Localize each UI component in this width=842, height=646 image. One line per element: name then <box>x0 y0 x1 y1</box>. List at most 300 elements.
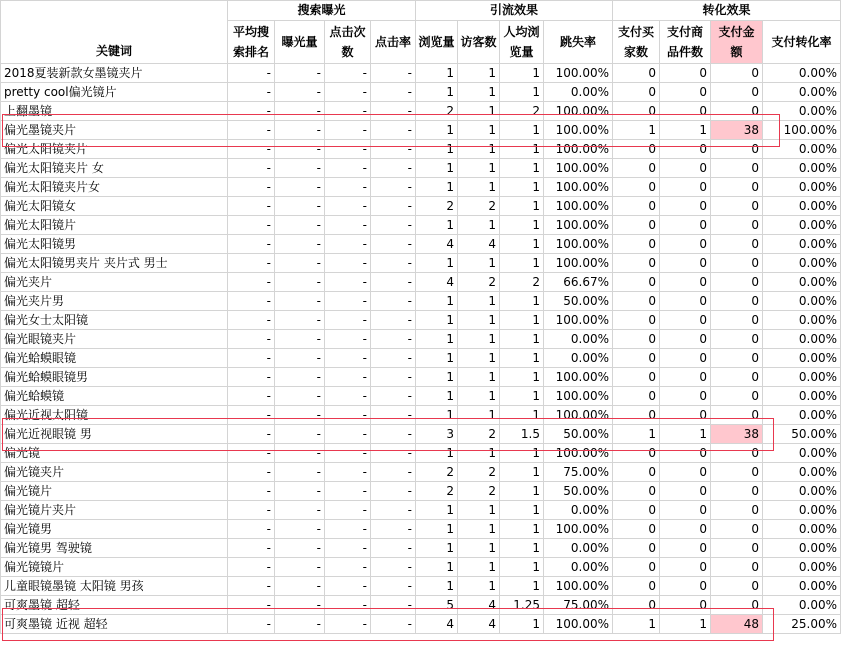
table-cell[interactable]: - <box>325 140 371 159</box>
table-cell[interactable]: 0 <box>660 83 711 102</box>
table-cell[interactable]: 2 <box>458 482 500 501</box>
table-cell[interactable]: 100.00% <box>544 102 613 121</box>
table-cell[interactable]: - <box>371 539 416 558</box>
table-cell[interactable]: 0 <box>660 577 711 596</box>
table-cell[interactable]: 1 <box>416 292 458 311</box>
table-cell[interactable]: 1 <box>458 501 500 520</box>
table-cell[interactable]: - <box>325 501 371 520</box>
table-cell[interactable]: 0 <box>711 197 763 216</box>
table-cell[interactable]: 0.00% <box>763 64 841 83</box>
table-cell[interactable]: - <box>275 159 325 178</box>
table-cell[interactable]: - <box>275 368 325 387</box>
keyword-cell[interactable]: 偏光镜 <box>1 444 228 463</box>
table-cell[interactable]: 100.00% <box>544 178 613 197</box>
table-cell[interactable]: 100.00% <box>544 406 613 425</box>
column-header[interactable]: 点击次数 <box>325 21 371 64</box>
table-cell[interactable]: 0 <box>613 178 660 197</box>
table-cell[interactable]: 0.00% <box>544 539 613 558</box>
table-cell[interactable]: 0 <box>660 292 711 311</box>
table-cell[interactable]: 1 <box>458 387 500 406</box>
table-cell[interactable]: 0 <box>711 501 763 520</box>
table-cell[interactable]: - <box>228 425 275 444</box>
table-cell[interactable]: - <box>371 197 416 216</box>
table-cell[interactable]: 1 <box>416 311 458 330</box>
table-cell[interactable]: - <box>371 520 416 539</box>
table-cell[interactable]: 1 <box>416 520 458 539</box>
table-cell[interactable]: 1 <box>458 558 500 577</box>
table-cell[interactable]: 1 <box>458 349 500 368</box>
table-cell[interactable]: - <box>371 292 416 311</box>
table-cell[interactable]: - <box>275 463 325 482</box>
column-header[interactable]: 人均浏览量 <box>500 21 544 64</box>
keyword-cell[interactable]: 偏光镜片 <box>1 482 228 501</box>
table-cell[interactable]: 0 <box>711 330 763 349</box>
keyword-cell[interactable]: 偏光夹片男 <box>1 292 228 311</box>
table-cell[interactable]: - <box>325 596 371 615</box>
column-header[interactable]: 平均搜索排名 <box>228 21 275 64</box>
table-cell[interactable]: - <box>228 121 275 140</box>
keyword-cell[interactable]: 偏光太阳镜女 <box>1 197 228 216</box>
table-cell[interactable]: 0.00% <box>763 349 841 368</box>
table-cell[interactable]: - <box>371 444 416 463</box>
table-cell[interactable]: 0 <box>613 558 660 577</box>
table-cell[interactable]: 75.00% <box>544 596 613 615</box>
table-cell[interactable]: 0.00% <box>763 387 841 406</box>
table-cell[interactable]: 0.00% <box>763 235 841 254</box>
table-cell[interactable]: - <box>325 197 371 216</box>
table-cell[interactable]: 0 <box>711 64 763 83</box>
table-cell[interactable]: - <box>275 330 325 349</box>
table-cell[interactable]: - <box>371 387 416 406</box>
column-header-pay-amount[interactable]: 支付金额 <box>711 21 763 64</box>
table-cell[interactable]: 1 <box>500 292 544 311</box>
table-cell[interactable]: 0.00% <box>763 463 841 482</box>
table-cell[interactable]: - <box>228 520 275 539</box>
table-cell[interactable]: - <box>325 577 371 596</box>
keyword-cell[interactable]: 偏光墨镜夹片 <box>1 121 228 140</box>
keyword-cell[interactable]: 可爽墨镜 超轻 <box>1 596 228 615</box>
table-cell[interactable]: 50.00% <box>763 425 841 444</box>
table-cell[interactable]: 1 <box>416 539 458 558</box>
table-cell[interactable]: 1 <box>416 216 458 235</box>
table-cell[interactable]: - <box>371 140 416 159</box>
table-cell[interactable]: 1 <box>500 615 544 634</box>
table-cell[interactable]: - <box>371 273 416 292</box>
table-cell[interactable]: 1 <box>416 121 458 140</box>
table-cell[interactable]: 0 <box>660 216 711 235</box>
table-cell[interactable]: 0.00% <box>544 501 613 520</box>
table-cell[interactable]: - <box>228 482 275 501</box>
table-cell[interactable]: 1 <box>458 216 500 235</box>
table-cell[interactable]: - <box>325 235 371 254</box>
table-cell[interactable]: 0 <box>711 216 763 235</box>
keyword-cell[interactable]: 偏光镜片夹片 <box>1 501 228 520</box>
table-cell[interactable]: 1 <box>458 64 500 83</box>
table-cell[interactable]: - <box>275 235 325 254</box>
table-cell[interactable]: - <box>228 273 275 292</box>
table-cell[interactable]: 1 <box>500 577 544 596</box>
table-cell[interactable]: 0 <box>613 254 660 273</box>
table-cell[interactable]: 0 <box>660 463 711 482</box>
table-cell[interactable]: 0.00% <box>763 577 841 596</box>
table-cell[interactable]: 100.00% <box>544 159 613 178</box>
pay-amount-highlight-cell[interactable]: 38 <box>711 121 763 140</box>
table-cell[interactable]: - <box>371 83 416 102</box>
table-cell[interactable]: 0 <box>660 254 711 273</box>
column-header[interactable]: 支付买家数 <box>613 21 660 64</box>
table-cell[interactable]: 1 <box>458 406 500 425</box>
table-cell[interactable]: 0 <box>711 102 763 121</box>
table-cell[interactable]: 0 <box>711 387 763 406</box>
table-cell[interactable]: 1 <box>458 254 500 273</box>
table-cell[interactable]: 0 <box>613 235 660 254</box>
table-cell[interactable]: - <box>275 425 325 444</box>
table-cell[interactable]: 0 <box>613 273 660 292</box>
table-cell[interactable]: - <box>371 330 416 349</box>
table-cell[interactable]: - <box>325 387 371 406</box>
table-cell[interactable]: - <box>371 254 416 273</box>
table-cell[interactable]: 1 <box>416 406 458 425</box>
table-cell[interactable]: 0 <box>613 539 660 558</box>
table-cell[interactable]: - <box>275 482 325 501</box>
table-cell[interactable]: - <box>325 539 371 558</box>
table-cell[interactable]: 0 <box>613 520 660 539</box>
table-cell[interactable]: - <box>371 406 416 425</box>
table-cell[interactable]: 100.00% <box>544 235 613 254</box>
table-cell[interactable]: - <box>371 159 416 178</box>
table-cell[interactable]: 1 <box>500 406 544 425</box>
table-cell[interactable]: 100.00% <box>544 387 613 406</box>
table-cell[interactable]: 0 <box>711 482 763 501</box>
table-cell[interactable]: 0 <box>613 387 660 406</box>
table-cell[interactable]: 1 <box>458 311 500 330</box>
table-cell[interactable]: 0 <box>613 482 660 501</box>
table-cell[interactable]: - <box>325 368 371 387</box>
table-cell[interactable]: 0 <box>613 64 660 83</box>
table-cell[interactable]: - <box>371 102 416 121</box>
table-cell[interactable]: 1 <box>500 539 544 558</box>
table-cell[interactable]: 0 <box>613 444 660 463</box>
table-cell[interactable]: 2 <box>458 197 500 216</box>
table-cell[interactable]: 0 <box>613 197 660 216</box>
table-cell[interactable]: 1.25 <box>500 596 544 615</box>
table-cell[interactable]: - <box>228 349 275 368</box>
table-cell[interactable]: - <box>325 463 371 482</box>
table-cell[interactable]: - <box>228 615 275 634</box>
table-cell[interactable]: 0 <box>660 482 711 501</box>
table-cell[interactable]: 1 <box>458 83 500 102</box>
keyword-cell[interactable]: 偏光镜夹片 <box>1 463 228 482</box>
table-cell[interactable]: - <box>325 102 371 121</box>
table-cell[interactable]: - <box>275 140 325 159</box>
keyword-cell[interactable]: 偏光太阳镜男夹片 夹片式 男士 <box>1 254 228 273</box>
table-cell[interactable]: 100.00% <box>544 615 613 634</box>
table-cell[interactable]: - <box>275 216 325 235</box>
table-cell[interactable]: 0 <box>711 577 763 596</box>
table-cell[interactable]: - <box>228 501 275 520</box>
table-cell[interactable]: - <box>275 121 325 140</box>
table-cell[interactable]: 0.00% <box>763 501 841 520</box>
group-header-traffic[interactable]: 引流效果 <box>416 1 613 21</box>
table-cell[interactable]: - <box>228 197 275 216</box>
table-cell[interactable]: 1 <box>458 159 500 178</box>
keyword-cell[interactable]: 偏光蛤蟆眼镜 <box>1 349 228 368</box>
keyword-cell[interactable]: 偏光蛤蟆眼镜男 <box>1 368 228 387</box>
table-cell[interactable]: 1 <box>500 368 544 387</box>
table-cell[interactable]: 0 <box>660 159 711 178</box>
group-header-search-exposure[interactable]: 搜索曝光 <box>228 1 416 21</box>
table-cell[interactable]: 0 <box>613 102 660 121</box>
table-cell[interactable]: - <box>325 444 371 463</box>
table-cell[interactable]: - <box>275 273 325 292</box>
table-cell[interactable]: - <box>371 349 416 368</box>
table-cell[interactable]: 1 <box>660 121 711 140</box>
table-cell[interactable]: 0.00% <box>763 292 841 311</box>
column-header[interactable]: 访客数 <box>458 21 500 64</box>
table-cell[interactable]: 100.00% <box>544 254 613 273</box>
table-cell[interactable]: 1 <box>500 178 544 197</box>
keyword-cell[interactable]: pretty cool偏光镜片 <box>1 83 228 102</box>
table-cell[interactable]: - <box>228 577 275 596</box>
table-cell[interactable]: 0 <box>711 159 763 178</box>
table-cell[interactable]: - <box>275 387 325 406</box>
table-cell[interactable]: 0 <box>613 140 660 159</box>
keyword-cell[interactable]: 偏光太阳镜夹片 女 <box>1 159 228 178</box>
table-cell[interactable]: - <box>325 216 371 235</box>
table-cell[interactable]: 2 <box>500 102 544 121</box>
column-header[interactable]: 支付商品件数 <box>660 21 711 64</box>
table-cell[interactable]: - <box>325 558 371 577</box>
table-cell[interactable]: 0.00% <box>763 444 841 463</box>
table-cell[interactable]: 0 <box>711 558 763 577</box>
table-cell[interactable]: - <box>228 235 275 254</box>
table-cell[interactable]: 1 <box>660 615 711 634</box>
table-cell[interactable]: 2 <box>500 273 544 292</box>
table-cell[interactable]: 0 <box>711 368 763 387</box>
table-cell[interactable]: 1 <box>500 64 544 83</box>
table-cell[interactable]: 2 <box>416 463 458 482</box>
table-cell[interactable]: 2 <box>458 463 500 482</box>
table-cell[interactable]: 100.00% <box>544 197 613 216</box>
table-cell[interactable]: 0 <box>660 387 711 406</box>
table-cell[interactable]: 0 <box>660 235 711 254</box>
table-cell[interactable]: 1 <box>500 140 544 159</box>
table-cell[interactable]: 1 <box>500 444 544 463</box>
table-cell[interactable]: 0.00% <box>763 197 841 216</box>
table-cell[interactable]: - <box>228 444 275 463</box>
table-cell[interactable]: 1 <box>416 330 458 349</box>
table-cell[interactable]: 0 <box>660 178 711 197</box>
table-cell[interactable]: - <box>371 501 416 520</box>
table-cell[interactable]: 100.00% <box>544 311 613 330</box>
table-cell[interactable]: 0 <box>613 463 660 482</box>
table-cell[interactable]: - <box>275 178 325 197</box>
table-cell[interactable]: 1 <box>500 197 544 216</box>
table-cell[interactable]: 2 <box>416 197 458 216</box>
table-cell[interactable]: - <box>371 311 416 330</box>
table-cell[interactable]: - <box>371 368 416 387</box>
table-cell[interactable]: - <box>228 368 275 387</box>
keyword-cell[interactable]: 偏光太阳镜夹片女 <box>1 178 228 197</box>
table-cell[interactable]: 0 <box>660 273 711 292</box>
keyword-cell[interactable]: 偏光近视眼镜 男 <box>1 425 228 444</box>
table-cell[interactable]: 1 <box>416 64 458 83</box>
table-cell[interactable]: - <box>325 83 371 102</box>
table-cell[interactable]: 66.67% <box>544 273 613 292</box>
table-cell[interactable]: - <box>275 102 325 121</box>
table-cell[interactable]: - <box>228 558 275 577</box>
column-header[interactable]: 曝光量 <box>275 21 325 64</box>
table-cell[interactable]: 0 <box>660 64 711 83</box>
table-cell[interactable]: - <box>228 178 275 197</box>
keyword-cell[interactable]: 2018夏装新款女墨镜夹片 <box>1 64 228 83</box>
table-cell[interactable]: 50.00% <box>544 482 613 501</box>
table-cell[interactable]: 1 <box>458 444 500 463</box>
keyword-cell[interactable]: 上翻墨镜 <box>1 102 228 121</box>
table-cell[interactable]: 1 <box>416 368 458 387</box>
table-cell[interactable]: 0 <box>660 596 711 615</box>
table-cell[interactable]: 1 <box>500 121 544 140</box>
table-cell[interactable]: - <box>325 330 371 349</box>
table-cell[interactable]: 0 <box>613 349 660 368</box>
table-cell[interactable]: - <box>371 463 416 482</box>
table-cell[interactable]: - <box>325 178 371 197</box>
table-cell[interactable]: 2 <box>416 102 458 121</box>
table-cell[interactable]: - <box>275 254 325 273</box>
table-cell[interactable]: 0 <box>711 83 763 102</box>
table-cell[interactable]: 1 <box>416 140 458 159</box>
table-cell[interactable]: 0 <box>660 520 711 539</box>
table-cell[interactable]: - <box>228 311 275 330</box>
table-cell[interactable]: 0.00% <box>763 140 841 159</box>
keyword-header[interactable]: 关键词 <box>1 1 228 64</box>
table-cell[interactable]: 4 <box>458 596 500 615</box>
table-cell[interactable]: 1 <box>500 235 544 254</box>
table-cell[interactable]: 0 <box>711 463 763 482</box>
column-header[interactable]: 跳失率 <box>544 21 613 64</box>
table-cell[interactable]: 100.00% <box>544 577 613 596</box>
table-cell[interactable]: 0.00% <box>763 558 841 577</box>
table-cell[interactable]: 1 <box>500 330 544 349</box>
table-cell[interactable]: - <box>275 520 325 539</box>
table-cell[interactable]: 0 <box>711 406 763 425</box>
table-cell[interactable]: - <box>325 273 371 292</box>
table-cell[interactable]: 0.00% <box>763 406 841 425</box>
table-cell[interactable]: - <box>228 406 275 425</box>
table-cell[interactable]: 0.00% <box>544 330 613 349</box>
table-cell[interactable]: - <box>371 577 416 596</box>
table-cell[interactable]: 0.00% <box>763 368 841 387</box>
table-cell[interactable]: 2 <box>458 425 500 444</box>
table-cell[interactable]: 1 <box>500 349 544 368</box>
table-cell[interactable]: 1 <box>416 178 458 197</box>
table-cell[interactable]: - <box>325 349 371 368</box>
table-cell[interactable]: - <box>228 83 275 102</box>
table-cell[interactable]: 0.00% <box>544 558 613 577</box>
table-cell[interactable]: 1 <box>416 558 458 577</box>
table-cell[interactable]: 0.00% <box>763 520 841 539</box>
table-cell[interactable]: 0 <box>660 444 711 463</box>
keyword-cell[interactable]: 儿童眼镜墨镜 太阳镜 男孩 <box>1 577 228 596</box>
table-cell[interactable]: - <box>228 216 275 235</box>
table-cell[interactable]: 0.00% <box>544 349 613 368</box>
table-cell[interactable]: 1 <box>458 121 500 140</box>
table-cell[interactable]: 0 <box>711 273 763 292</box>
table-cell[interactable]: - <box>275 444 325 463</box>
table-cell[interactable]: - <box>371 558 416 577</box>
column-header[interactable]: 点击率 <box>371 21 416 64</box>
table-cell[interactable]: 0 <box>711 292 763 311</box>
table-cell[interactable]: - <box>325 292 371 311</box>
table-cell[interactable]: - <box>275 501 325 520</box>
table-cell[interactable]: 100.00% <box>544 368 613 387</box>
group-header-conversion[interactable]: 转化效果 <box>613 1 841 21</box>
table-cell[interactable]: 4 <box>416 235 458 254</box>
table-cell[interactable]: - <box>228 159 275 178</box>
table-cell[interactable]: - <box>228 254 275 273</box>
table-cell[interactable]: 0 <box>660 539 711 558</box>
table-cell[interactable]: 1 <box>458 368 500 387</box>
table-cell[interactable]: 1 <box>500 463 544 482</box>
table-cell[interactable]: 1 <box>416 501 458 520</box>
table-cell[interactable]: 0.00% <box>763 102 841 121</box>
table-cell[interactable]: 0.00% <box>763 216 841 235</box>
table-cell[interactable]: 0 <box>660 406 711 425</box>
keyword-cell[interactable]: 偏光太阳镜男 <box>1 235 228 254</box>
table-cell[interactable]: 100.00% <box>544 520 613 539</box>
table-cell[interactable]: 0.00% <box>763 482 841 501</box>
table-cell[interactable]: 0.00% <box>763 159 841 178</box>
table-cell[interactable]: - <box>275 577 325 596</box>
table-cell[interactable]: 0 <box>711 444 763 463</box>
table-cell[interactable]: 0 <box>711 140 763 159</box>
table-cell[interactable]: 0.00% <box>763 330 841 349</box>
keyword-cell[interactable]: 偏光镜男 驾驶镜 <box>1 539 228 558</box>
table-cell[interactable]: 1 <box>416 444 458 463</box>
table-cell[interactable]: 1 <box>416 577 458 596</box>
table-cell[interactable]: - <box>275 64 325 83</box>
table-cell[interactable]: - <box>228 387 275 406</box>
table-cell[interactable]: 1 <box>500 311 544 330</box>
table-cell[interactable]: 1 <box>500 501 544 520</box>
table-cell[interactable]: 1 <box>416 254 458 273</box>
table-cell[interactable]: 100.00% <box>544 121 613 140</box>
table-cell[interactable]: 1 <box>500 482 544 501</box>
table-cell[interactable]: 4 <box>416 615 458 634</box>
table-cell[interactable]: 3 <box>416 425 458 444</box>
table-cell[interactable]: - <box>371 64 416 83</box>
table-cell[interactable]: 50.00% <box>544 292 613 311</box>
table-cell[interactable]: 0.00% <box>763 273 841 292</box>
table-cell[interactable]: 4 <box>416 273 458 292</box>
keyword-cell[interactable]: 偏光眼镜夹片 <box>1 330 228 349</box>
table-cell[interactable]: 0 <box>613 577 660 596</box>
table-cell[interactable]: 0.00% <box>763 596 841 615</box>
table-cell[interactable]: 1 <box>458 577 500 596</box>
table-cell[interactable]: 4 <box>458 235 500 254</box>
table-cell[interactable]: 0 <box>613 216 660 235</box>
table-cell[interactable]: 0 <box>711 596 763 615</box>
table-cell[interactable]: - <box>275 292 325 311</box>
table-cell[interactable]: 1 <box>500 83 544 102</box>
table-cell[interactable]: - <box>325 121 371 140</box>
table-cell[interactable]: 0 <box>613 368 660 387</box>
table-cell[interactable]: 0 <box>660 311 711 330</box>
table-cell[interactable]: 0.00% <box>763 311 841 330</box>
table-cell[interactable]: 0 <box>711 235 763 254</box>
table-cell[interactable]: 100.00% <box>763 121 841 140</box>
table-cell[interactable]: - <box>228 596 275 615</box>
